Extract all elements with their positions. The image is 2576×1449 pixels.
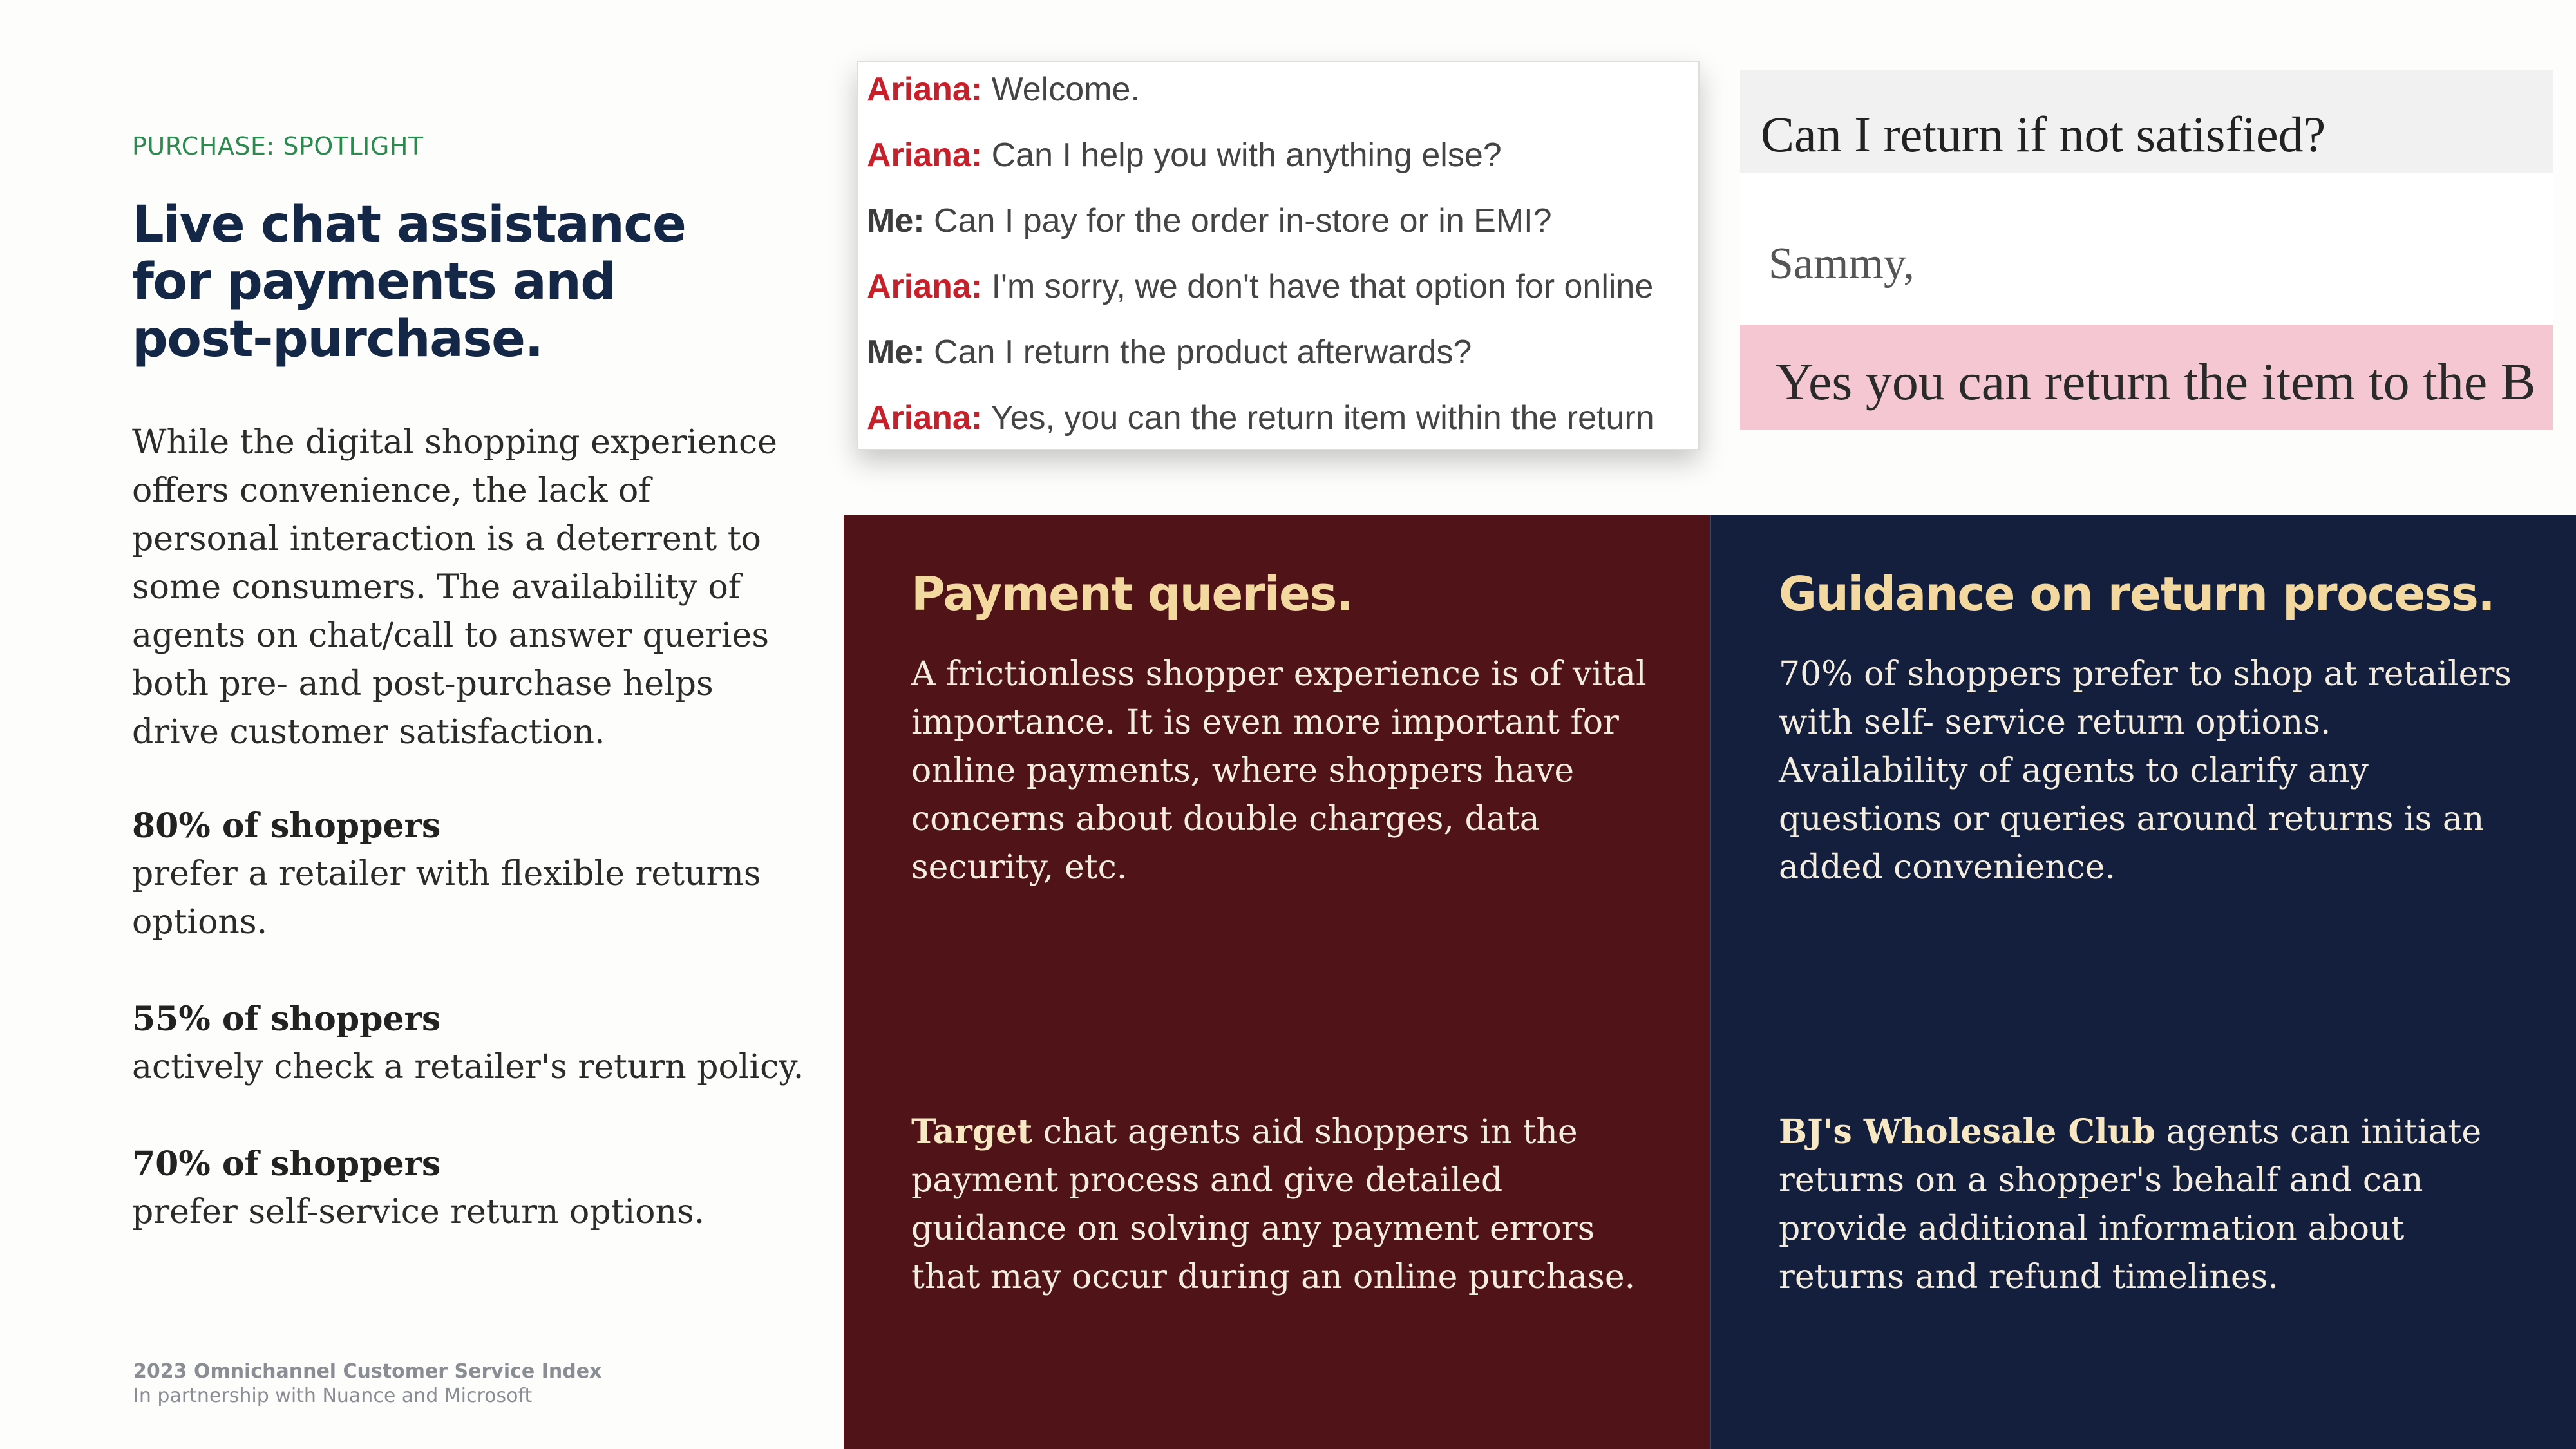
chat-speaker: Ariana: (867, 137, 983, 174)
stat-lead: 80% of shoppers (132, 806, 441, 846)
brand-name: Target (911, 1112, 1033, 1151)
email-question-bar (1740, 70, 2553, 173)
chat-speaker: Me: (867, 334, 925, 371)
chat-text: Can I return the product afterwards? (934, 334, 1472, 371)
panel-body: A frictionless shopper experience is of vital importance. It is even more important for online payments, where shoppers have concerns about double charges, data security, etc. (911, 655, 1647, 887)
stat-block (132, 802, 808, 947)
stat-block (132, 995, 808, 1092)
chat-message (867, 70, 1140, 109)
panel-example (1779, 1108, 2519, 1302)
chat-message (867, 267, 1653, 306)
stat-block (132, 1140, 808, 1236)
chat-message (867, 399, 1654, 437)
payment-panel (844, 515, 1710, 1449)
eyebrow-label: PURCHASE: SPOTLIGHT (132, 132, 424, 160)
chat-message (867, 136, 1502, 175)
email-recipient: Sammy, (1768, 239, 1915, 289)
stat-lead: 70% of shoppers (132, 1144, 441, 1184)
chat-text: I'm sorry, we don't have that option for online (991, 268, 1654, 305)
page-title: Live chat assistance for payments and post-purchase. (132, 196, 686, 368)
chat-speaker: Ariana: (867, 71, 983, 108)
panel-title: Guidance on return process. (1779, 567, 2495, 621)
chat-text: Welcome. (991, 71, 1140, 108)
chat-speaker: Ariana: (867, 399, 983, 437)
stat-text: prefer a retailer with flexible returns options. (132, 855, 761, 942)
chat-screenshot (857, 61, 1700, 450)
stat-lead: 55% of shoppers (132, 999, 441, 1039)
chat-text: Yes, you can the return item within the return (990, 399, 1654, 437)
intro-paragraph: While the digital shopping experience offers convenience, the lack of personal interaction is a deterrent to some consumers. The availability of agents on chat/call to answer queries both pre- and post-purchase helps drive customer satisfaction. (132, 423, 777, 752)
panel-body: 70% of shoppers prefer to shop at retailers with self- service return options. Availability of agents to clarify any questions or queries around returns is an added convenience. (1779, 655, 2512, 887)
example-text: chat agents aid shoppers in the payment process and give detailed guidance on solving any payment errors that may occur during an online purchase. (911, 1113, 1636, 1296)
email-answer-highlight (1740, 325, 2553, 430)
stat-text: prefer self-service return options. (132, 1193, 705, 1231)
email-question: Can I return if not satisfied? (1761, 106, 2326, 162)
chat-message (867, 333, 1472, 372)
stat-text: actively check a retailer's return policy. (132, 1048, 804, 1086)
brand-name: BJ's Wholesale Club (1779, 1112, 2155, 1151)
panel-example (911, 1108, 1652, 1302)
panel-title: Payment queries. (911, 567, 1353, 621)
email-answer: Yes you can return the item to the B (1776, 352, 2536, 411)
chat-speaker: Ariana: (867, 268, 983, 305)
returns-panel (1710, 515, 2576, 1449)
footer-partnership: In partnership with Nuance and Microsoft (133, 1385, 533, 1407)
footer-source: 2023 Omnichannel Customer Service Index (133, 1360, 602, 1383)
chat-speaker: Me: (867, 202, 925, 240)
chat-text: Can I pay for the order in-store or in EMI? (934, 202, 1552, 240)
example-text: agents can initiate returns on a shopper's behalf and can provide additional information about returns and refund timelines. (1779, 1113, 2482, 1296)
chat-message (867, 202, 1552, 240)
email-screenshot (1740, 70, 2553, 430)
chat-text: Can I help you with anything else? (991, 137, 1502, 174)
